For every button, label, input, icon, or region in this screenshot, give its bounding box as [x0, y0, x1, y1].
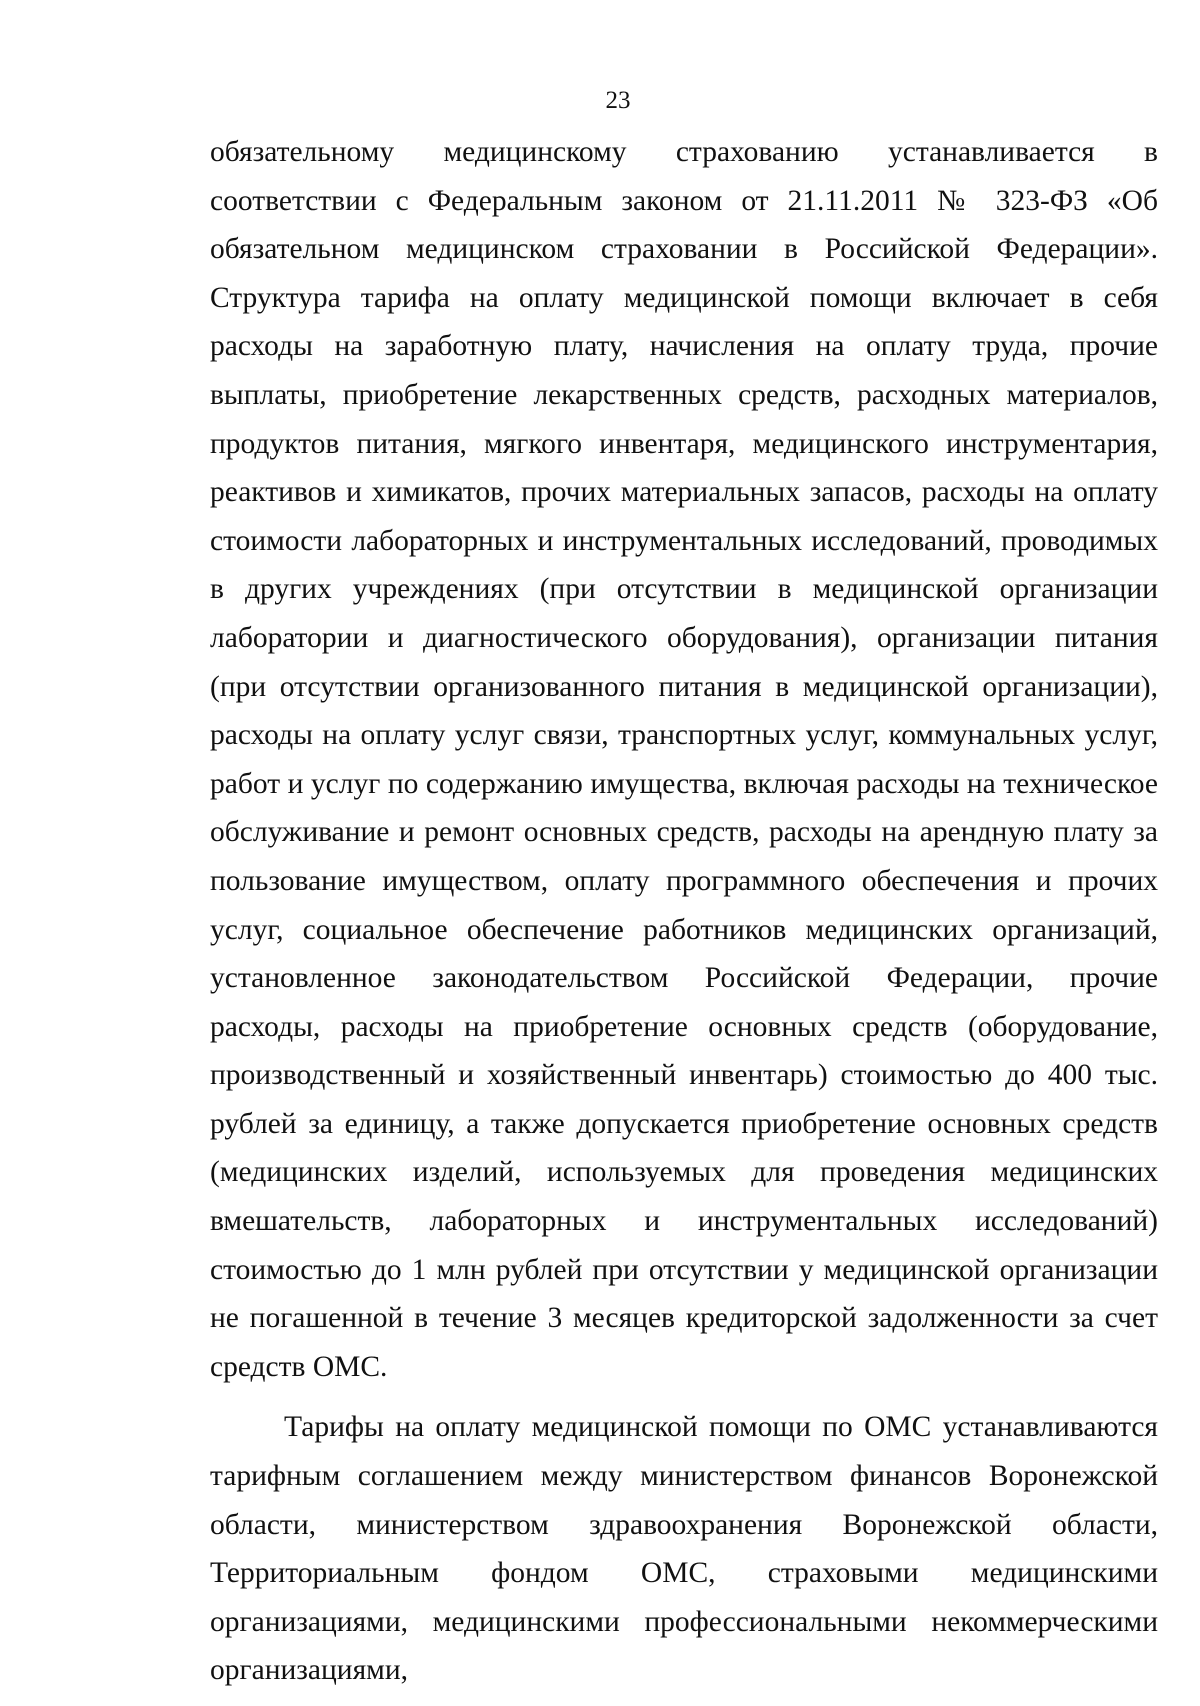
page-number: 23	[605, 87, 631, 114]
paragraph-continuation: обязательному медицинскому страхованию устанавливается в соответствии с Федеральным законом от 21.11.2011 № 323-ФЗ «Об обязательном медицинском страховании в Российской Федерации». Структура тарифа на оплату медицинской помощи включает в себя расходы на заработную плату, начисления на оплату труда, прочие выплаты, приобретение лекарственных средств, расходных материалов, продуктов питания, мягкого инвентаря, медицинского инструментария, реактивов и химикатов, прочих материальных запасов, расходы на оплату стоимости лабораторных и инструментальных исследований, проводимых в других учреждениях (при отсутствии в медицинской организации лаборатории и диагностического оборудования), организации питания (при отсутствии организованного питания в медицинской организации), расходы на оплату услуг связи, транспортных услуг, коммунальных услуг, работ и услуг по содержанию имущества, включая расходы на техническое обслуживание и ремонт основных средств, расходы на арендную плату за пользование имуществом, оплату программного обеспечения и прочих услуг, социальное обеспечение работников медицинских организаций, установленное законодательством Российской Федерации, прочие расходы, расходы на приобретение основных средств (оборудование, производственный и хозяйственный инвентарь) стоимостью до 400 тыс. рублей за единицу, а также допускается приобретение основных средств (медицинских изделий, используемых для проведения медицинских вмешательств, лабораторных и инструментальных исследований) стоимостью до 1 млн рублей при отсутствии у медицинской организации не погашенной в течение 3 месяцев кредиторской задолженности за счет средств ОМС.	[210, 136, 1158, 1383]
paragraph-tariffs: Тарифы на оплату медицинской помощи по ОМС устанавливаются тарифным соглашением между министерством финансов Воронежской области, министерством здравоохранения Воронежской области, Территориальным фондом ОМС, страховыми медицинскими организациями, медицинскими профессиональными некоммерческими организациями,	[210, 1411, 1158, 1687]
document-body	[210, 128, 1158, 1695]
